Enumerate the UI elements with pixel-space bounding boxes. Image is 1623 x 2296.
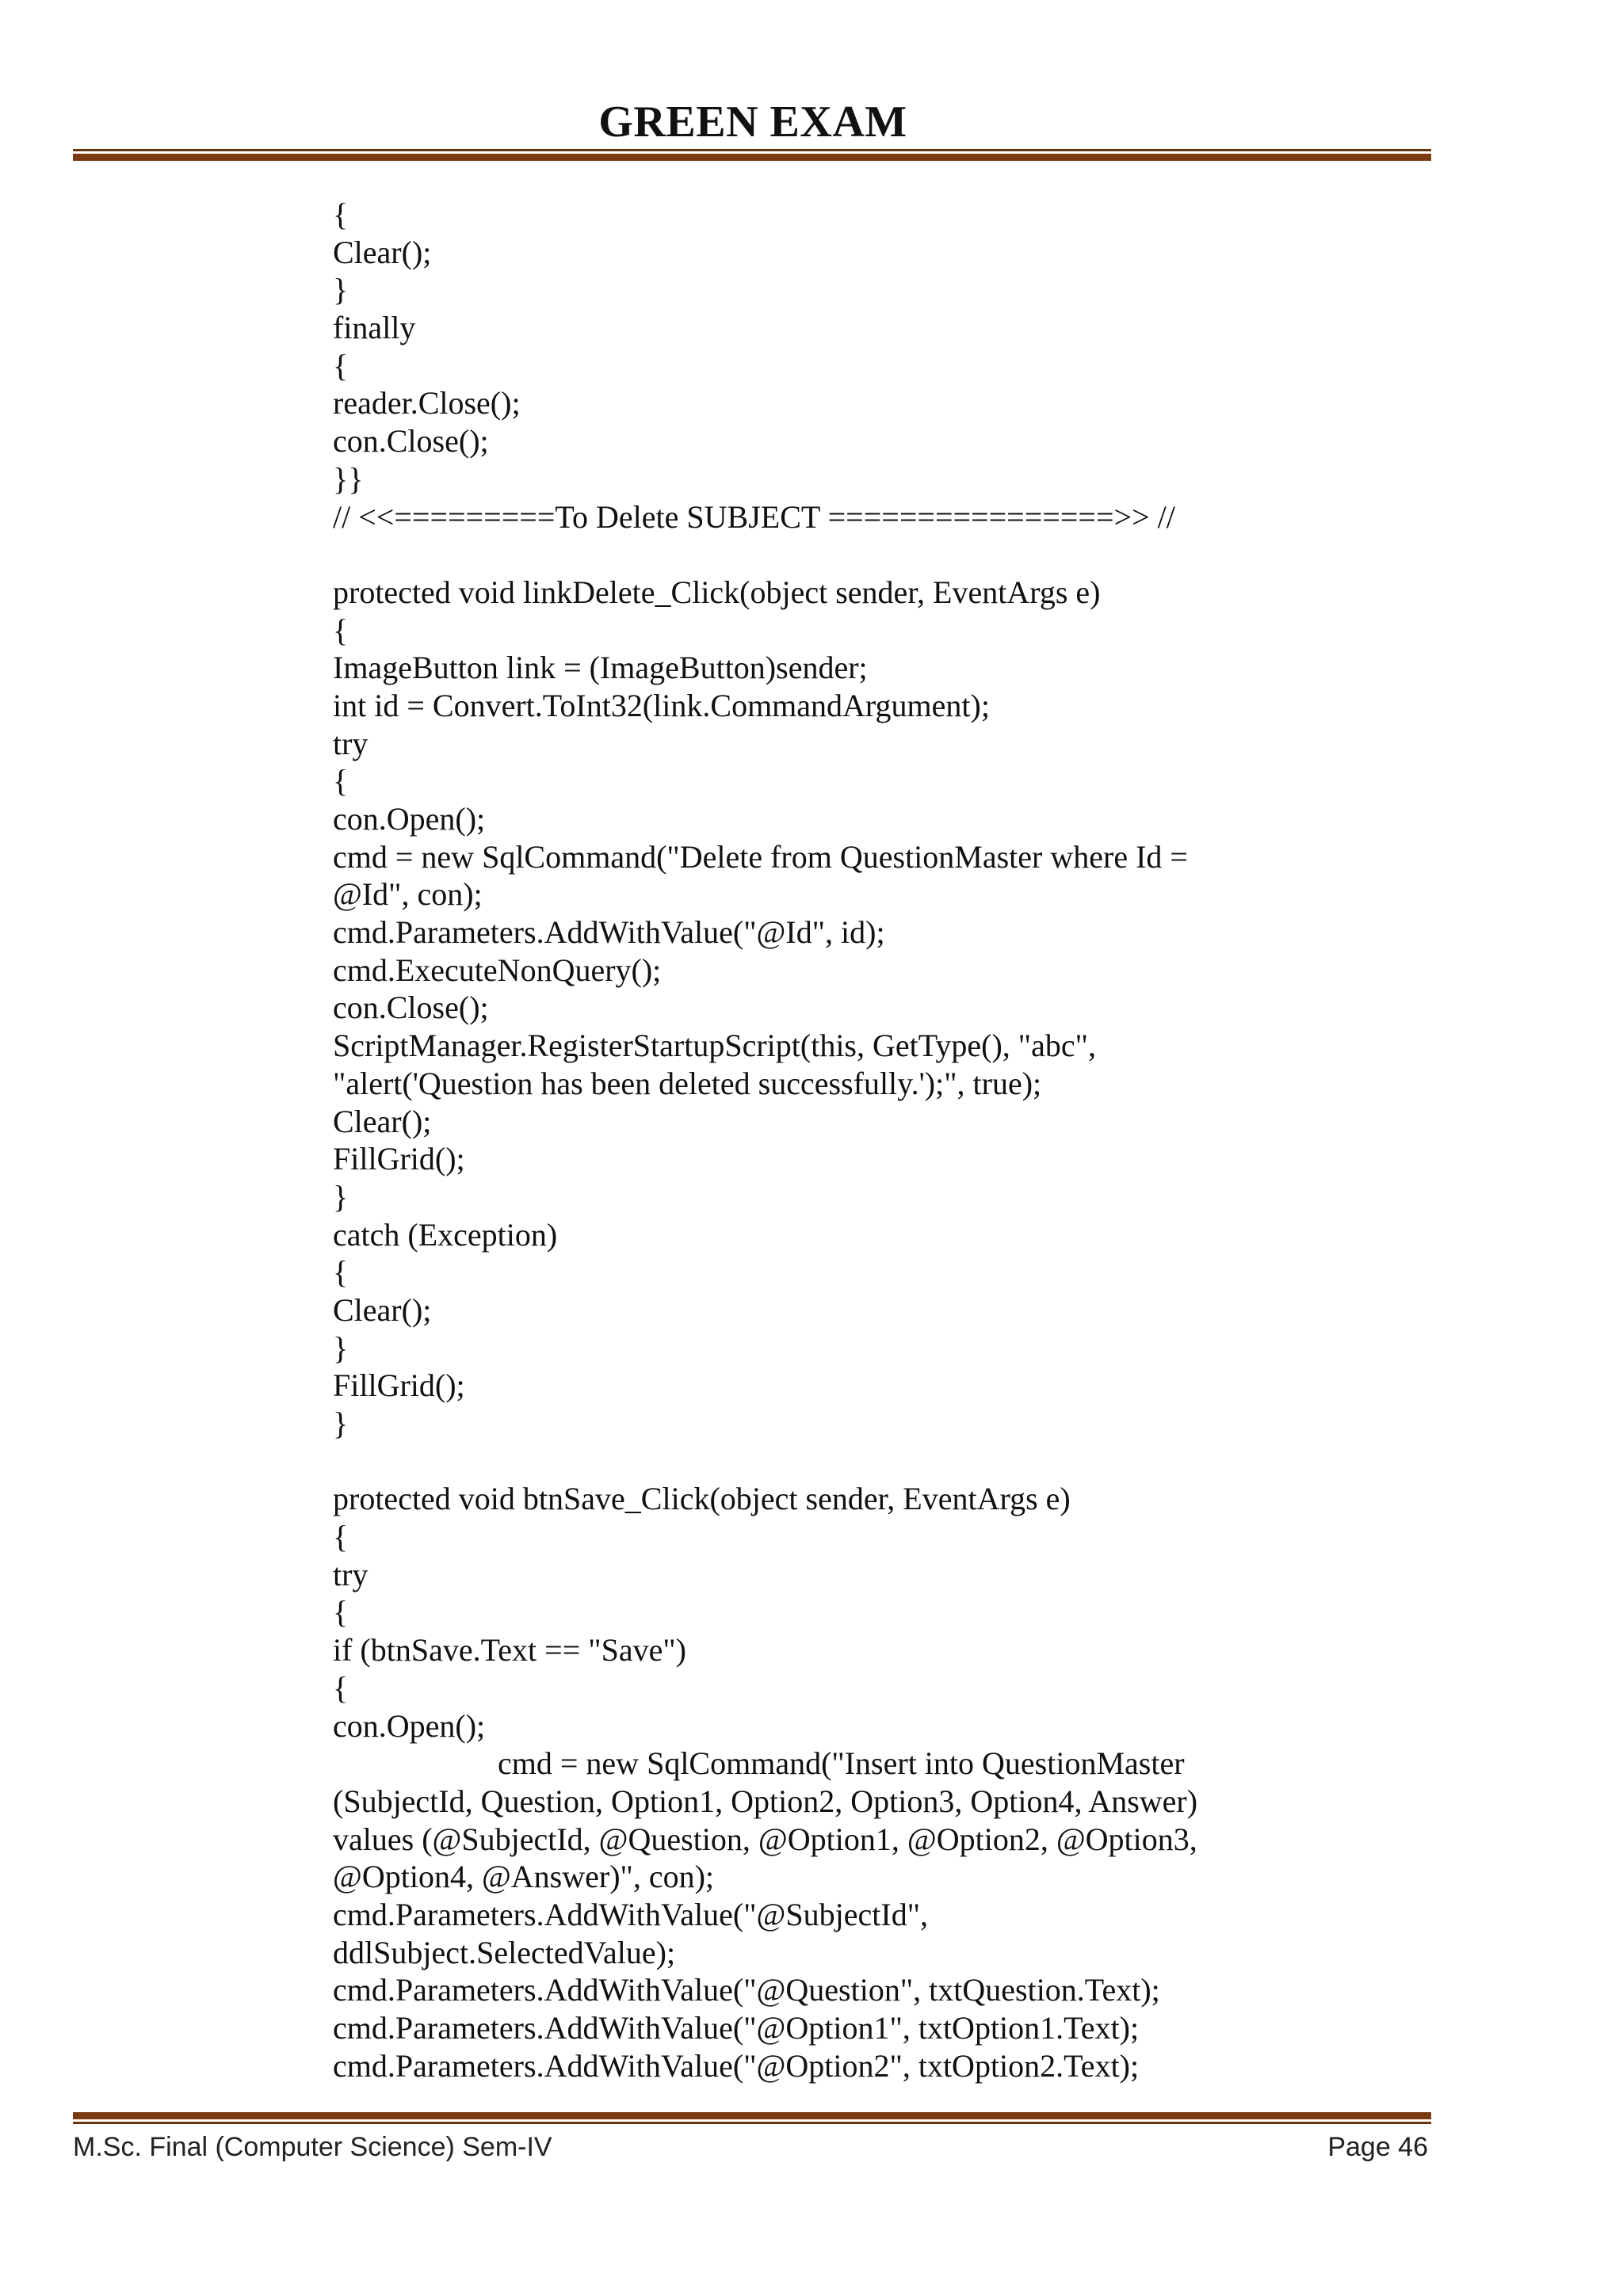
code-line: } <box>333 272 349 308</box>
code-line: finally <box>333 310 416 346</box>
code-line: { <box>333 196 349 232</box>
code-line <box>333 1443 1522 1481</box>
code-line: @Id", con); <box>333 876 483 913</box>
code-line: }} <box>333 460 364 497</box>
code-line: ScriptManager.RegisterStartupScript(this, GetType(), "abc", <box>333 1028 1096 1064</box>
code-line: // <<=========To Delete SUBJECT ================>> // <box>333 498 1175 535</box>
code-line: { <box>333 1594 349 1630</box>
code-line: Clear(); <box>333 1291 432 1328</box>
code-line: values (@SubjectId, @Question, @Option1, @Option2, @Option3, <box>333 1821 1197 1857</box>
code-line: catch (Exception) <box>333 1216 558 1253</box>
code-line: cmd.Parameters.AddWithValue("@Option1", txtOption1.Text); <box>333 2010 1140 2046</box>
code-line: cmd.Parameters.AddWithValue("@Option2", txtOption2.Text); <box>333 2047 1140 2084</box>
code-line: { <box>333 1254 349 1291</box>
code-line: cmd.ExecuteNonQuery(); <box>333 952 662 988</box>
code-listing <box>333 196 1522 2084</box>
page-footer <box>73 2130 1431 2164</box>
header-divider <box>73 149 1431 161</box>
code-line: try <box>333 725 369 761</box>
code-line: protected void linkDelete_Click(object sender, EventArgs e) <box>333 574 1101 610</box>
code-line: protected void btnSave_Click(object sender, EventArgs e) <box>333 1481 1071 1517</box>
footer-course-label: M.Sc. Final (Computer Science) Sem-IV <box>73 2132 552 2162</box>
code-line: con.Close(); <box>333 423 489 460</box>
code-line: cmd.Parameters.AddWithValue("@Question", txtQuestion.Text); <box>333 1972 1160 2008</box>
code-line: con.Close(); <box>333 990 489 1026</box>
code-line: FillGrid(); <box>333 1141 465 1177</box>
code-line: FillGrid(); <box>333 1367 465 1404</box>
page-title: GREEN EXAM <box>598 97 907 147</box>
footer-page-number: Page 46 <box>1327 2132 1428 2162</box>
code-line: Clear(); <box>333 234 432 270</box>
code-line: try <box>333 1556 369 1592</box>
code-line: { <box>333 347 349 383</box>
code-line: if (btnSave.Text == "Save") <box>333 1632 686 1669</box>
code-line: cmd.Parameters.AddWithValue("@SubjectId", <box>333 1896 929 1932</box>
code-line: "alert('Question has been deleted successfully.');", true); <box>333 1065 1042 1101</box>
code-line: @Option4, @Answer)", con); <box>333 1859 715 1895</box>
code-line: { <box>333 1669 349 1706</box>
code-line: } <box>333 1178 349 1215</box>
code-line: cmd = new SqlCommand("Insert into QuestionMaster <box>498 1745 1185 1782</box>
code-line: cmd = new SqlCommand("Delete from QuestionMaster where Id = <box>333 838 1188 875</box>
code-line: } <box>333 1329 349 1366</box>
footer-divider <box>73 2112 1431 2124</box>
code-line: Clear(); <box>333 1103 432 1139</box>
code-line: con.Open(); <box>333 1707 486 1744</box>
code-line: } <box>333 1405 349 1441</box>
code-line: { <box>333 763 349 799</box>
code-line: (SubjectId, Question, Option1, Option2, Option3, Option4, Answer) <box>333 1783 1198 1819</box>
code-line: con.Open(); <box>333 801 486 837</box>
code-line: ImageButton link = (ImageButton)sender; <box>333 650 868 686</box>
code-line <box>333 536 1522 574</box>
code-line: { <box>333 612 349 648</box>
code-line: reader.Close(); <box>333 385 521 421</box>
code-line: int id = Convert.ToInt32(link.CommandArgument); <box>333 687 990 723</box>
code-line: cmd.Parameters.AddWithValue("@Id", id); <box>333 914 885 951</box>
code-line: { <box>333 1519 349 1555</box>
code-line: ddlSubject.SelectedValue); <box>333 1934 676 1970</box>
